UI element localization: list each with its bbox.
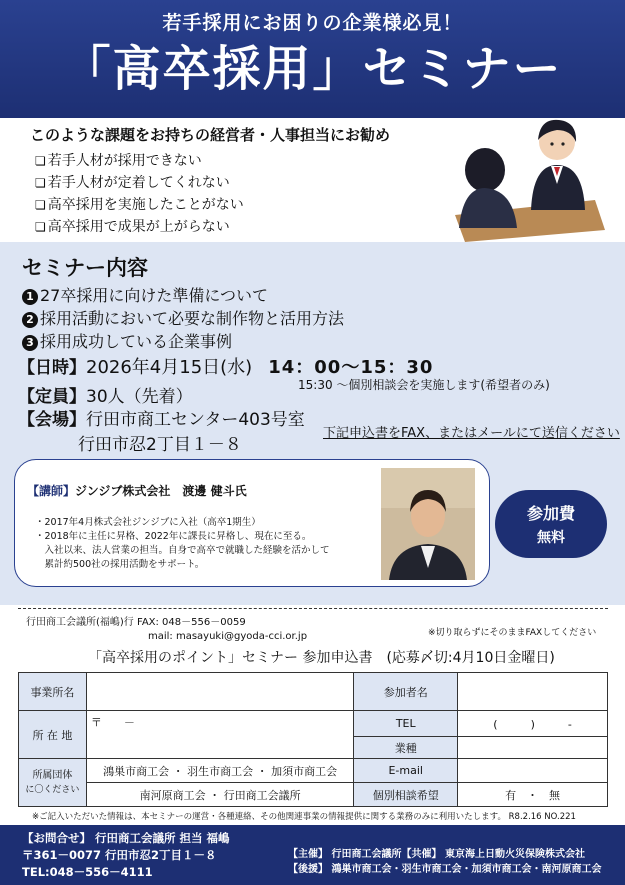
- date-value: 2026年4月15日(水): [86, 357, 253, 378]
- fee-label: 参加費: [526, 504, 575, 523]
- group-note: に〇ください: [25, 784, 80, 795]
- application-form-table: [18, 672, 608, 807]
- company-field[interactable]: [86, 673, 353, 711]
- time-value: 14：00～15：30: [268, 357, 434, 378]
- issue-item: ❏ 高卒採用を実施したことがない: [35, 197, 244, 213]
- instructor-photo: [381, 468, 475, 580]
- group-label: 所属団体: [32, 769, 73, 781]
- table-row: [19, 759, 608, 783]
- capacity-value: 30人（先着）: [86, 387, 193, 407]
- venue-value: 行田市商工センター403号室: [86, 410, 305, 430]
- number-badge-icon: 2: [22, 312, 38, 328]
- group-label-cell: [19, 759, 87, 807]
- contact-info: [22, 830, 230, 881]
- issue-item: ❏ 高卒採用で成果が上がらない: [35, 219, 230, 235]
- footer: [0, 825, 625, 885]
- fee-value: 無料: [537, 530, 565, 546]
- address-field[interactable]: [86, 711, 353, 759]
- bio-line: 累計約500社の採用活動をサポート。: [35, 559, 205, 570]
- organizer-line: 【主催】 行田商工会議所【共催】 東京海上日動火災保険株式会社: [288, 849, 585, 860]
- seminar-item: 2 採用活動において必要な制作物と活用方法: [22, 307, 344, 330]
- instructor-bio: [35, 516, 330, 572]
- sponsor-line: 【後援】 鴻巣市商工会・羽生市商工会・加須市商工会・南河原商工会: [288, 864, 602, 875]
- checkbox-icon: ❏: [35, 220, 46, 234]
- date-label: 【日時】: [18, 358, 86, 378]
- industry-field[interactable]: [458, 737, 608, 759]
- checkbox-icon: ❏: [35, 176, 46, 190]
- venue-label: 【会場】: [18, 410, 86, 430]
- fax-number-line: 行田商工会議所(福嶋)行 FAX: 048－556－0059: [26, 617, 246, 628]
- bio-line: ・2018年に主任に昇格、2022年に課長に昇格し、現在に至る。: [35, 531, 312, 542]
- issues-list: [35, 150, 244, 238]
- table-row: [19, 783, 608, 807]
- issue-item: ❏ 若手人材が採用できない: [35, 153, 202, 169]
- cut-note: ※切り取らずにそのままFAXしてください: [428, 628, 597, 638]
- issues-lead: このような課題をお持ちの経営者・人事担当にお勧め: [30, 126, 391, 144]
- contact-line: 【お問合せ】 行田商工会議所 担当 福嶋: [22, 831, 230, 845]
- consult-label: 個別相談希望: [354, 783, 458, 807]
- venue-row: [18, 405, 305, 430]
- bio-line: ・2017年4月株式会社ジンジブに入社（高卒1期生）: [35, 517, 261, 528]
- postal-mark: 〒 －: [90, 716, 135, 729]
- email-label: E-mail: [354, 759, 458, 783]
- email-field[interactable]: [458, 759, 608, 783]
- interview-illustration: [445, 110, 610, 242]
- instructor-name: ジンジブ株式会社 渡邊 健斗氏: [75, 484, 247, 498]
- participant-field[interactable]: [458, 673, 608, 711]
- consult-note: 15:30 ～個別相談会を実施します(希望者のみ): [298, 378, 550, 392]
- bio-line: 入社以来、法人営業の担当。自身で高卒で就職した経験を活かして: [35, 545, 330, 556]
- contact-line: TEL:048－556－4111: [22, 865, 153, 879]
- privacy-note: ※ご記入いただいた情報は、本セミナーの運営・各種連絡、その他関連事業の情報提供に関する業務のみに利用いたします。 R8.2.16 NO.221: [32, 812, 576, 822]
- issue-item: ❏ 若手人材が定着してくれない: [35, 175, 230, 191]
- company-label: 事業所名: [19, 673, 87, 711]
- checkbox-icon: ❏: [35, 154, 46, 168]
- checkbox-icon: ❏: [35, 198, 46, 212]
- header-subtitle: 若手採用にお困りの企業様必見！: [162, 12, 463, 34]
- groups-line-2[interactable]: 南河原商工会 ・ 行田商工会議所: [86, 783, 353, 807]
- number-badge-icon: 3: [22, 335, 38, 351]
- seminar-item: 1 27卒採用に向けた準備について: [22, 284, 344, 307]
- instructor-card: [14, 459, 490, 587]
- consult-options[interactable]: 有 ・ 無: [458, 783, 608, 807]
- organizer-info: [288, 847, 601, 877]
- groups-line-1[interactable]: 鴻巣市商工会 ・ 羽生市商工会 ・ 加須市商工会: [86, 759, 353, 783]
- instructor-title: [27, 482, 247, 499]
- venue-address: 行田市忍2丁目１－８: [78, 435, 242, 455]
- fax-info: [26, 616, 307, 644]
- participant-label: 参加者名: [354, 673, 458, 711]
- seminar-items: [22, 284, 344, 353]
- table-row: [19, 711, 608, 737]
- instructor-label: 【講師】: [27, 484, 76, 498]
- table-row: [19, 673, 608, 711]
- fee-badge: [495, 490, 607, 558]
- tel-label: TEL: [354, 711, 458, 737]
- mail-address-line: mail: masayuki@gyoda-cci.or.jp: [148, 631, 308, 642]
- industry-label: 業種: [354, 737, 458, 759]
- seminar-item: 3 採用成功している企業事例: [22, 330, 344, 353]
- contact-line: 〒361－0077 行田市忍2丁目１－８: [22, 848, 217, 862]
- form-title: 「高卒採用のポイント」セミナー 参加申込書 (応募〆切:4月10日金曜日): [88, 650, 555, 666]
- cut-line-divider: [18, 608, 608, 609]
- page-title: 「高卒採用」セミナー: [62, 41, 563, 97]
- seminar-heading: セミナー内容: [22, 256, 148, 280]
- fax-note: 下記申込書をFAX、またはメールにて送信ください: [323, 426, 620, 441]
- tel-field[interactable]: ( ) -: [458, 711, 608, 737]
- capacity-row: [18, 382, 193, 407]
- number-badge-icon: 1: [22, 289, 38, 305]
- address-label: 所 在 地: [19, 711, 87, 759]
- capacity-label: 【定員】: [18, 387, 86, 407]
- header-banner: [0, 0, 625, 118]
